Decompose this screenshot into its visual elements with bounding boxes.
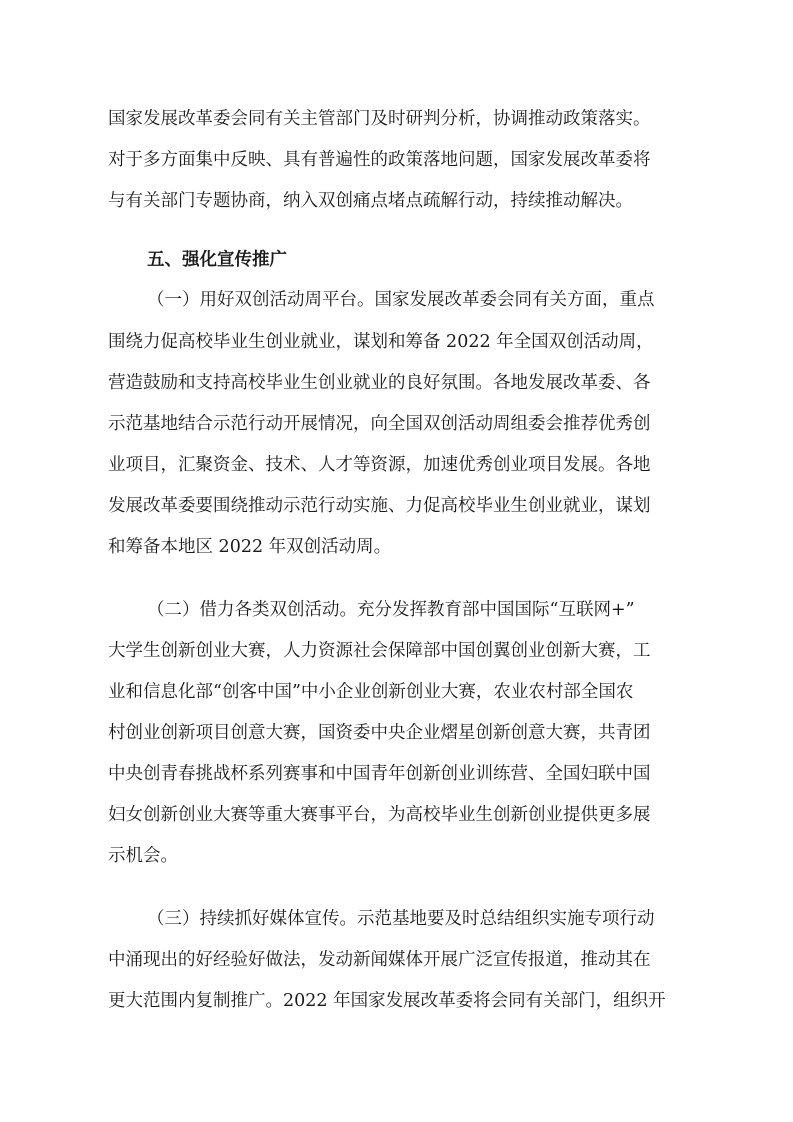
para2-line-3: 业和信息化部“创客中国”中小企业创新创业大赛，农业农村部全国农: [108, 682, 634, 702]
para1-line-4: 示范基地结合示范行动开展情况，向全国双创活动周组委会推荐优秀创: [108, 414, 651, 434]
para2-line-6: 妇女创新创业大赛等重大赛事平台，为高校毕业生创新创业提供更多展: [108, 805, 651, 825]
para2-line-1: （二）借力各类双创活动。充分发挥教育部中国国际“互联网+”: [147, 600, 635, 620]
para2-line-5: 中央创青春挑战杯系列赛事和中国青年创新创业训练营、全国妇联中国: [108, 764, 651, 784]
para3-line-2: 中涌现出的好经验好做法，发动新闻媒体开展广泛宣传报道，推动其在: [108, 950, 651, 970]
intro-line-1: 国家发展改革委会同有关主管部门及时研判分析，协调推动政策落实。: [108, 109, 651, 129]
para1-line-2: 围绕力促高校毕业生创业就业，谋划和筹备 2022 年全国双创活动周，: [108, 332, 654, 352]
section-heading: 五、强化宣传推广: [147, 250, 287, 270]
para2-line-7: 示机会。: [108, 846, 178, 866]
para1-line-6: 发展改革委要围绕推动示范行动实施、力促高校毕业生创业就业，谋划: [108, 496, 651, 516]
para2-line-2: 大学生创新创业大赛，人力资源社会保障部中国创翼创业创新大赛，工: [108, 641, 651, 661]
para3-line-1: （三）持续抓好媒体宣传。示范基地要及时总结组织实施专项行动: [147, 909, 655, 929]
para1-line-5: 业项目，汇聚资金、技术、人才等资源，加速优秀创业项目发展。各地: [108, 455, 651, 475]
para1-line-7: 和筹备本地区 2022 年双创活动周。: [108, 537, 392, 557]
intro-line-2: 对于多方面集中反映、具有普遍性的政策落地问题，国家发展改革委将: [108, 150, 651, 170]
para3-line-3: 更大范围内复制推广。2022 年国家发展改革委将会同有关部门，组织开: [108, 991, 666, 1011]
para1-line-3: 营造鼓励和支持高校毕业生创业就业的良好氛围。各地发展改革委、各: [108, 373, 651, 393]
para2-line-4: 村创业创新项目创意大赛，国资委中央企业熠星创新创意大赛，共青团: [108, 723, 651, 743]
para1-line-1: （一）用好双创活动周平台。国家发展改革委会同有关方面，重点: [147, 290, 655, 310]
intro-line-3: 与有关部门专题协商，纳入双创痛点堵点疏解行动，持续推动解决。: [108, 191, 633, 211]
